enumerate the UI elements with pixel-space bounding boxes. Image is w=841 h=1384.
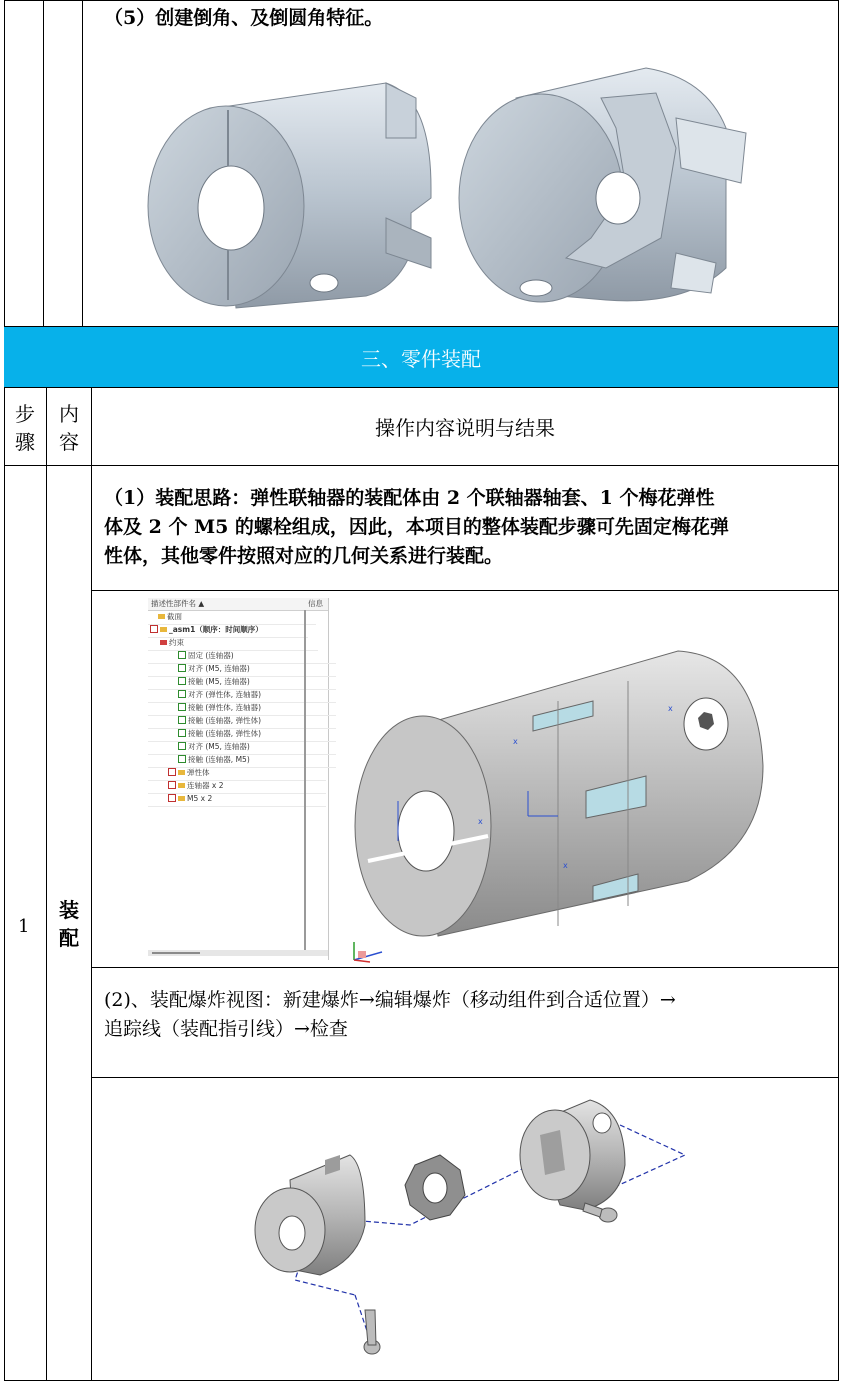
coupling-hub-illustration xyxy=(86,38,834,323)
svg-text:x: x xyxy=(668,704,673,713)
folder-icon xyxy=(178,796,185,801)
tree-row[interactable]: 接触 (连轴器, 弹性体) xyxy=(148,715,336,729)
folder-icon xyxy=(158,614,165,619)
check-icon xyxy=(178,729,186,737)
check-icon xyxy=(178,742,186,750)
check-icon xyxy=(168,781,176,789)
assembly-navigator xyxy=(148,598,329,960)
tree-row[interactable]: 对齐 (M5, 连轴器) xyxy=(148,741,336,755)
tree-row[interactable]: 接触 (连轴器, 弹性体) xyxy=(148,728,336,742)
check-icon xyxy=(178,651,186,659)
tree-row[interactable]: 接触 (M5, 连轴器) xyxy=(148,676,336,690)
svg-text:x: x xyxy=(513,737,518,746)
navigator-scrollbar[interactable] xyxy=(304,610,306,950)
tree-row[interactable]: M5 x 2 xyxy=(148,793,326,807)
header-content: 内 容 xyxy=(59,402,79,454)
tree-row[interactable]: 弹性体 xyxy=(148,767,326,781)
check-icon xyxy=(178,677,186,685)
check-icon xyxy=(150,625,158,633)
navigator-header xyxy=(148,598,328,611)
step-title-chamfer: （5）创建倒角、及倒圆角特征。 xyxy=(104,7,384,29)
check-icon xyxy=(168,794,176,802)
navigator-col-name[interactable]: 描述性部件名 ▲ xyxy=(151,599,205,608)
step-number: 1 xyxy=(18,916,30,937)
folder-icon xyxy=(178,770,185,775)
check-icon xyxy=(178,703,186,711)
tree-row[interactable]: 固定 (连轴器) xyxy=(148,650,336,664)
svg-text:x: x xyxy=(563,861,568,870)
header-step: 步 骤 xyxy=(15,402,35,454)
tree-row[interactable]: 对齐 (M5, 连轴器) xyxy=(148,663,336,677)
folder-icon xyxy=(178,783,185,788)
tree-row[interactable]: 连轴器 x 2 xyxy=(148,780,326,794)
axis-triad-icon xyxy=(348,938,388,964)
check-icon xyxy=(178,716,186,724)
check-icon xyxy=(178,664,186,672)
exploded-view-paragraph: (2)、装配爆炸视图：新建爆炸→编辑爆炸（移动组件到合适位置）→ 追踪线（装配指引线）→检查 xyxy=(104,989,676,1040)
section-banner: 三、零件装配 xyxy=(4,327,838,387)
tree-row[interactable]: 对齐 (弹性体, 连轴器) xyxy=(148,689,336,703)
tree-row[interactable]: 接触 (弹性体, 连轴器) xyxy=(148,702,336,716)
check-icon xyxy=(168,768,176,776)
assembled-coupling-illustration xyxy=(338,606,834,958)
tree-row[interactable]: _asm1（顺序：时间顺序） xyxy=(148,624,308,638)
exploded-view-illustration xyxy=(240,1085,710,1375)
header-description: 操作内容说明与结果 xyxy=(375,416,555,440)
svg-text:x: x xyxy=(478,817,483,826)
tree-row[interactable]: 截面 xyxy=(148,611,316,625)
check-icon xyxy=(178,690,186,698)
content-label-assembly: 装 配 xyxy=(59,898,79,950)
assembly-idea-paragraph: （1）装配思路：弹性联轴器的装配体由 2 个联轴器轴套、1 个梅花弹性 体及 2 个 M5 的螺栓组成，因此，本项目的整体装配步骤可先固定梅花弹 性体，其他零件按照对应的几何关系进行装配。 xyxy=(104,487,729,567)
tree-row[interactable]: 接触 (连轴器, M5) xyxy=(148,754,336,768)
constraint-icon xyxy=(160,640,167,645)
navigator-hscrollbar[interactable] xyxy=(148,950,328,956)
navigator-col-info[interactable]: 信息 xyxy=(308,599,323,608)
check-icon xyxy=(178,755,186,763)
tree-row[interactable]: 约束 xyxy=(148,637,318,651)
folder-icon xyxy=(160,627,167,632)
